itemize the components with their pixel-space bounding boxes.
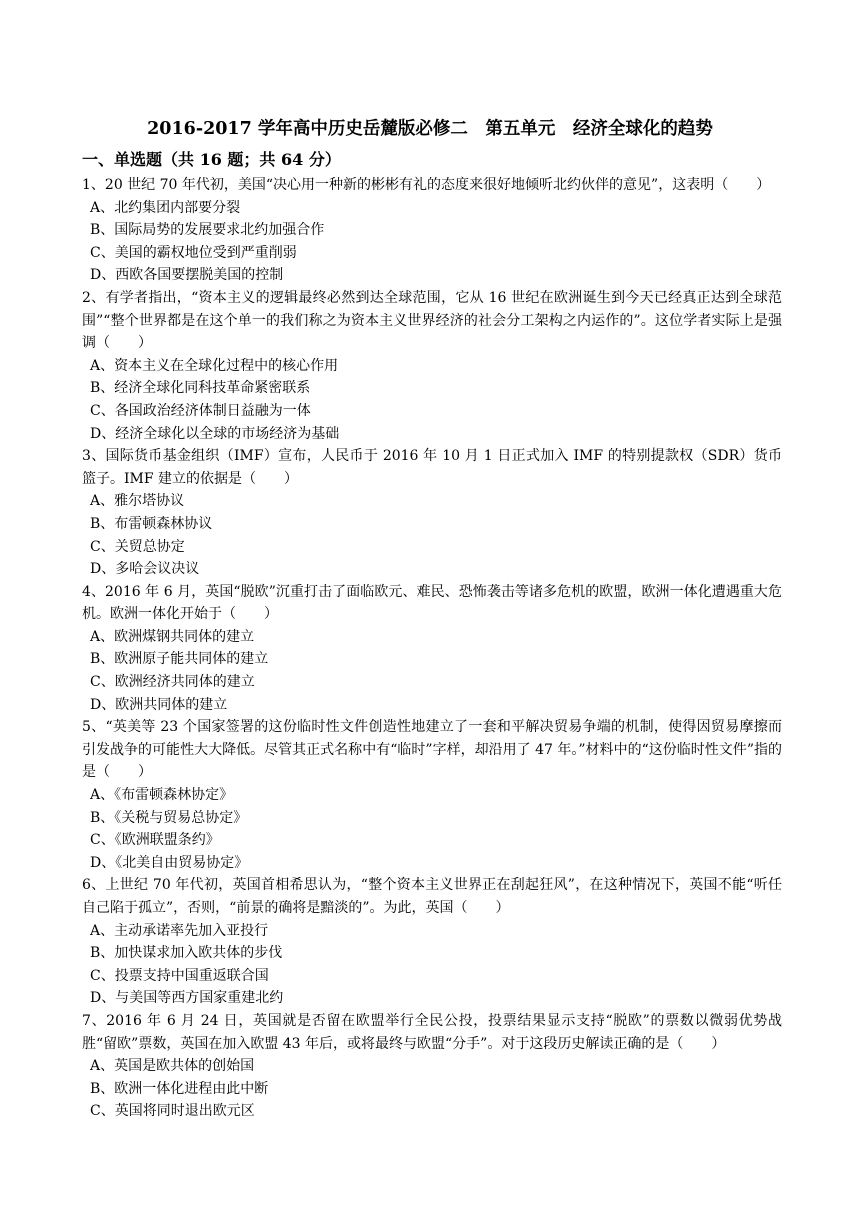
option-d: D、西欧各国要摆脱美国的控制	[90, 267, 284, 284]
option-d: D、《北美自由贸易协定》	[90, 854, 249, 871]
question-stem: 4、2016 年 6 月，英国“脱欧”沉重打击了面临欧元、难民、恐怖袭击等诸多危机的欧盟，欧洲一体化遭遇重大危机。欧洲一体化开始于（ ）	[82, 583, 782, 623]
question-item	[82, 287, 782, 445]
question-stem: 2、有学者指出，“资本主义的逻辑最终必然到达全球范围，它从 16 世纪在欧洲诞生到今天已经真正达到全球范围”“整个世界都是在这个单一的我们称之为资本主义世界经济的社会分工架构之内运作的”。这位学者实际上是强调（ ）	[82, 289, 783, 352]
option-b: B、欧洲一体化进程由此中断	[90, 1080, 269, 1097]
option-b: B、经济全球化同科技革命紧密联系	[90, 380, 311, 397]
option-a: A、英国是欧共体的创始国	[90, 1058, 255, 1075]
option-c: C、美国的霸权地位受到严重削弱	[90, 244, 297, 261]
question-stem: 3、国际货币基金组织（IMF）宣布，人民币于 2016 年 10 月 1 日正式加入 IMF 的特别提款权（SDR）货币篮子。IMF 建立的依据是（ ）	[82, 448, 782, 487]
section-heading: 一、单选题（共 16 题；共 64 分）	[82, 150, 341, 169]
question-list	[82, 174, 782, 1123]
question-item	[82, 445, 782, 581]
option-a: A、主动承诺率先加入亚投行	[90, 922, 269, 939]
option-a: A、资本主义在全球化过程中的核心作用	[90, 357, 339, 374]
question-stem: 1、20 世纪 70 年代初，美国“决心用一种新的彬彬有礼的态度来很好地倾听北约伙伴的意见”，这表明（ ）	[82, 177, 771, 193]
option-c: C、欧洲经济共同体的建立	[90, 674, 255, 691]
option-c: C、英国将同时退出欧元区	[90, 1103, 255, 1120]
option-d: D、与美国等西方国家重建北约	[90, 990, 284, 1007]
option-d: D、经济全球化以全球的市场经济为基础	[90, 425, 340, 442]
question-item	[82, 716, 782, 874]
option-b: B、加快谋求加入欧共体的步伐	[90, 945, 283, 962]
question-item	[82, 874, 782, 1010]
option-d: D、多哈会议决议	[90, 561, 200, 578]
question-stem: 6、上世纪 70 年代初，英国首相希思认为，“整个资本主义世界正在刮起狂风”，在这种情况下，英国不能“听任自己陷于孤立”，否则，“前景的确将是黯淡的”。为此，英国（ ）	[82, 877, 782, 916]
option-b: B、国际局势的发展要求北约加强合作	[90, 222, 325, 239]
option-a: A、《布雷顿森林协定》	[90, 787, 234, 804]
option-b: B、《关税与贸易总协定》	[90, 809, 248, 826]
option-a: A、雅尔塔协议	[90, 493, 185, 510]
option-d: D、欧洲共同体的建立	[90, 696, 228, 713]
option-a: A、北约集团内部要分裂	[90, 199, 241, 216]
option-c: C、《欧洲联盟条约》	[90, 832, 220, 849]
question-item	[82, 174, 782, 287]
question-stem: 7、2016 年 6 月 24 日，英国就是否留在欧盟举行全民公投，投票结果显示支持“脱欧”的票数以微弱优势战胜“留欧”票数，英国在加入欧盟 43 年后，或将最终与欧盟“分手”。对于这段历史解读正确的是（ ）	[82, 1012, 782, 1052]
question-item	[82, 1010, 782, 1123]
question-item	[82, 581, 782, 717]
question-stem: 5、“英美等 23 个国家签署的这份临时性文件创造性地建立了一套和平解决贸易争端的机制，使得因贸易摩擦而引发战争的可能性大大降低。尽管其正式名称中有“临时”字样，却沿用了 47 年。”材料中的“这份临时性文件”指的是（ ）	[82, 719, 782, 781]
option-c: C、关贸总协定	[90, 538, 185, 555]
page-title: 2016-2017 学年高中历史岳麓版必修二 第五单元 经济全球化的趋势	[147, 119, 713, 139]
option-a: A、欧洲煤钢共同体的建立	[90, 628, 255, 645]
option-b: B、欧洲原子能共同体的建立	[90, 651, 269, 668]
option-b: B、布雷顿森林协议	[90, 515, 213, 532]
option-c: C、各国政治经济体制日益融为一体	[90, 402, 311, 419]
option-c: C、投票支持中国重返联合国	[90, 967, 269, 984]
